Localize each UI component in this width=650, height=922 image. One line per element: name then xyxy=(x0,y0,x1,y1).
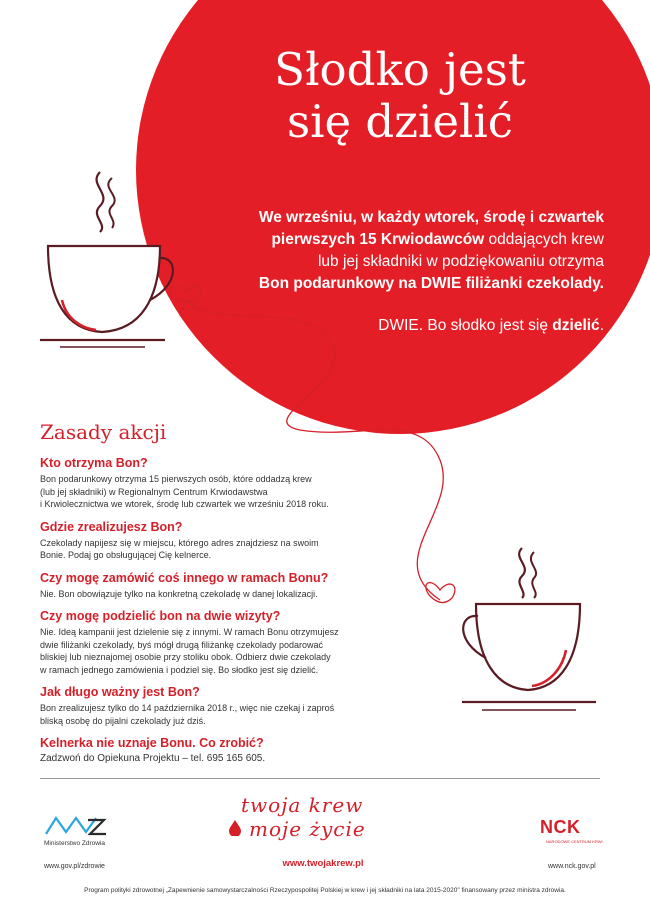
rule-item xyxy=(40,571,390,601)
rule-answer xyxy=(40,753,390,766)
rule-answer-line: Bonie. Podaj go obsługującej Cię kelnerce. xyxy=(40,550,212,560)
campaign-url[interactable]: www.twojakrew.pl xyxy=(282,858,364,869)
rule-question: Czy mogę zamówić coś innego w ramach Bonu? xyxy=(40,570,329,585)
rule-question: Gdzie zrealizujesz Bon? xyxy=(40,519,183,534)
campaign-line-1: twoja krew xyxy=(241,793,364,817)
intro-line-4: Bon podarunkowy na DWIE filiżanki czekolady. xyxy=(258,275,604,292)
title-line-2: się dzielić xyxy=(287,95,513,148)
rule-answer-line: Nie. Bon obowiązuje tylko na konkretną czekoladę w danej lokalizacji. xyxy=(40,588,318,599)
rule-answer xyxy=(40,537,390,562)
rules-list xyxy=(40,456,390,775)
rule-answer xyxy=(40,473,390,511)
rule-answer-line: w ramach jednego zamówienia i podziel się. Bo słodko jest się dzielić. xyxy=(40,664,319,675)
rule-answer-line: Czekolady napijesz się w miejscu, którego adres znajdziesz na swoim xyxy=(40,537,319,548)
rule-question: Kto otrzyma Bon? xyxy=(40,456,148,470)
rule-answer xyxy=(40,702,390,727)
rule-answer-line: Bon podarunkowy otrzyma 15 pierwszych osób, które oddadzą krew xyxy=(40,474,312,484)
rule-item xyxy=(40,456,390,511)
nck-logo: NCK xyxy=(540,817,581,837)
cup-top-left-icon xyxy=(40,172,173,347)
rule-item xyxy=(40,736,390,766)
intro-line-2-rest: oddających krew xyxy=(484,231,604,248)
rule-answer xyxy=(40,626,390,676)
tagline-end: . xyxy=(599,317,604,334)
nck-subtitle: NARODOWE CENTRUM KRWI xyxy=(546,839,603,844)
rule-question: Kelnerka nie uznaje Bonu. Co zrobić? xyxy=(40,736,264,750)
rule-answer-line: i Krwiolecznictwa we wtorek, środę lub czwartek we wrześniu 2018 roku. xyxy=(40,499,329,509)
title-line-1: Słodko jest xyxy=(274,43,526,96)
rule-item xyxy=(40,520,390,562)
rule-answer-line: Bon zrealizujesz tylko do 14 października 2018 r., więc nie czekaj i zaproś xyxy=(40,703,335,713)
program-note: Program polityki zdrowotnej „Zapewnienie samowystarczalności Rzeczypospolitej Polskiej w krew i jej składniki na lata 2015-2020" finansowany przez ministra zdrowia. xyxy=(84,887,566,894)
rule-answer-line: Nie. Ideą kampanii jest dzielenie się z innymi. W ramach Bonu otrzymujesz xyxy=(40,627,339,637)
intro-line-2-bold: pierwszych 15 Krwiodawców xyxy=(271,231,485,248)
tagline-text: DWIE. Bo słodko jest się xyxy=(378,317,553,334)
rule-answer-line: bliską osobę do pijalni czekolady już dziś. xyxy=(40,715,206,726)
rule-answer-line: dwie filiżanki czekolady, byś mógł drugą filiżankę czekolady podarować xyxy=(40,639,323,650)
rule-item xyxy=(40,609,390,676)
tagline-bold: dzielić xyxy=(552,317,600,334)
rule-question: Czy mogę podzielić bon na dwie wizyty? xyxy=(40,609,281,623)
rule-item xyxy=(40,685,390,727)
nck-url[interactable]: www.nck.gov.pl xyxy=(548,863,596,870)
rule-question: Jak długo ważny jest Bon? xyxy=(40,685,200,699)
rules-title: Zasady akcji xyxy=(40,420,167,444)
ministry-logo-icon xyxy=(44,812,114,838)
campaign-line-2: moje życie xyxy=(249,817,366,841)
ministry-name: Ministerstwo Zdrowia xyxy=(44,840,106,847)
blood-drop-icon xyxy=(229,820,241,836)
campaign-logo xyxy=(225,793,425,845)
rule-answer-line: bliskiej lub nieznajomej osobie przy stoliku obok. Odbierz dwie czekolady xyxy=(40,652,331,662)
cup-bottom-right-icon xyxy=(462,548,596,710)
ministry-url[interactable]: www.gov.pl/zdrowie xyxy=(44,863,105,870)
rule-answer-line: Zadzwoń do Opiekuna Projektu – tel. 695 165 605. xyxy=(40,753,266,764)
intro-line-3: lub jej składniki w podziękowaniu otrzyma xyxy=(317,253,604,270)
rule-answer xyxy=(40,588,390,601)
footer-divider xyxy=(40,778,600,779)
intro-line-1: We wrześniu, w każdy wtorek, środę i czwartek xyxy=(258,209,604,226)
rule-answer-line: (lub jej składniki) w Regionalnym Centrum Krwiodawstwa xyxy=(40,486,268,497)
